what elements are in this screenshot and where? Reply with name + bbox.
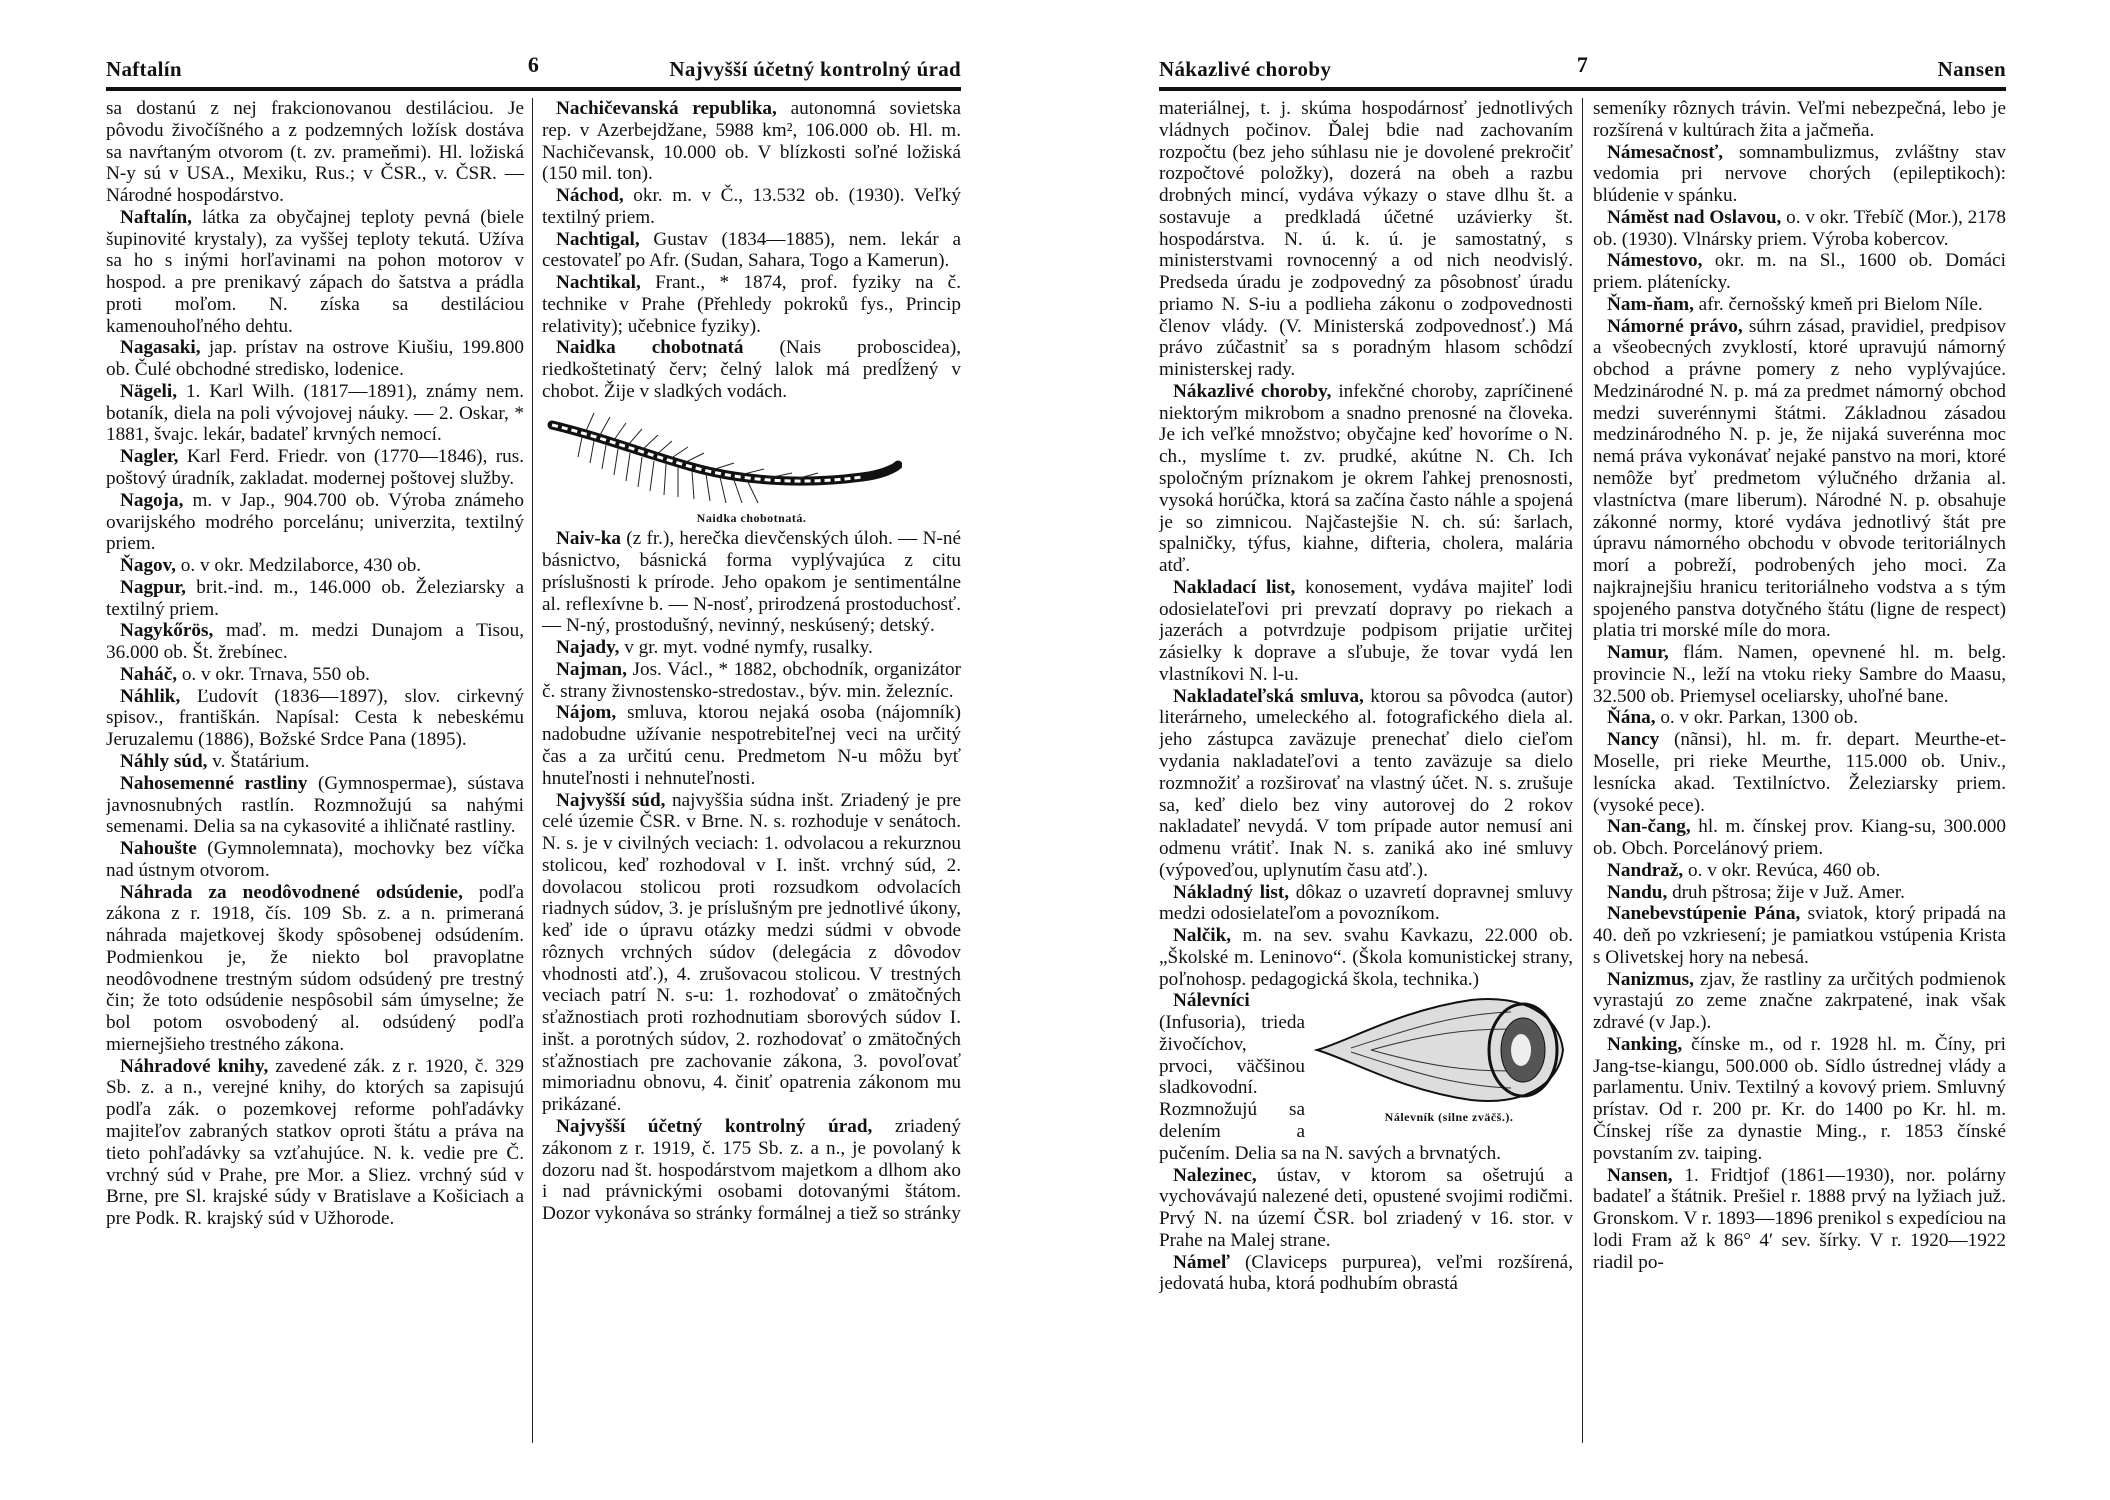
entry-text: flám. Namen, opevnené hl. m. belg. provincie N., leží na vtoku rieky Sambre do Maasu, 32.500 ob. Priemysel oceliarsky, uhoľné bane. [1593,642,2006,707]
left-page [106,50,961,1450]
dictionary-entry [1593,903,2006,968]
entry-text: m. v Jap., 904.700 ob. Výroba známeho ovarijského modrého porcelánu; univerzita, textilný priem. [106,489,524,555]
dictionary-entry [1159,1252,1573,1296]
entry-text: 1. Karl Wilh. (1817—1891), známy nem. botaník, diela na poli vývojovej náuky. — 2. Oskar, * 1881, švajc. lekár, badateľ krvných nemocí. [106,380,524,446]
dictionary-entry [542,98,961,185]
entry-headword: Nansen, [1607,1164,1673,1186]
entry-text: čínske m., od r. 1928 hl. m. Číny, pri Jang-tse-kiangu, 500.000 ob. Sídlo ústrednej vlády a parlamentu. Univ. Textilný a kovový priem. Smluvný prístav. Od r. 200 pr. Kr. do 1400 po Kr. hl. m. Čínskej ríše za dynastie Ming., r. 1853 čínské povstaním zv. taiping. [1593,1033,2006,1164]
entry-headword: Náhrada za neodôvodnené odsúdenie, [120,881,463,903]
entry-headword: Nägeli, [120,380,178,402]
entry-headword: Námesačnosť, [1607,141,1724,163]
entry-headword: Najvyšší účetný kontrolný úrad, [556,1115,873,1137]
right-header-left: Nákazlivé choroby [1159,57,1332,81]
dictionary-entry [106,751,524,773]
entry-headword: Ňagov, [120,555,176,577]
header-rule [1159,87,2006,91]
entry-headword: Namur, [1607,642,1669,664]
entry-headword: Nanking, [1607,1033,1683,1055]
infusoria-illustration [1311,990,1569,1110]
worm-illustration [542,407,902,511]
dictionary-entry [106,446,524,490]
dictionary-entry [1593,642,2006,707]
entry-headword: Náměst nad Oslavou, [1607,206,1782,228]
dictionary-entry [542,659,961,703]
dictionary-entry [542,1116,961,1225]
dictionary-entry [1593,207,2006,251]
dictionary-entry [106,381,524,446]
dictionary-entry [542,702,961,789]
entry-text: semeníky rôznych trávin. Veľmi nebezpečná, lebo je rozšírená v kultúrach žita a jačmeňa. [1593,98,2006,141]
entry-text: (Claviceps purpurea), veľmi rozšírená, jedovatá huba, ktorá podhubím obrastá [1159,1251,1573,1295]
entry-text: podľa zákona z r. 1918, čís. 109 Sb. z. a n. primeraná náhrada majetkovej škody spôsobenej odsúdením. Podmienkou je, že niekto bol pravoplatne neodôvodnene trestným súdom odsúdený pre trestný čin; že toto odsúdenie nespôsobil sám úmyselne; že bol potom osvobodený al. odsúdený podľa miernejšieho trestného zákona. [106,881,524,1055]
entry-text: m. na sev. svahu Kavkazu, 22.000 ob. „Školské m. Leninovo“. (Škola komunistickej strany, poľnohosp. pedagogická škola, technika.) [1159,925,1573,990]
entry-text: o. v okr. Revúca, 460 ob. [1683,859,1881,881]
dictionary-entry [106,620,524,664]
entry-headword: Nan-čang, [1607,816,1691,838]
entry-headword: Ňána, [1607,707,1656,729]
dictionary-entry [1593,98,2006,142]
entry-text: somnambulizmus, zvláštny stav vedomia pri nervove chorých (epileptikoch): blúdenie v spánku. [1593,141,2006,207]
entry-headword: Námorné právo, [1607,315,1743,337]
entry-headword: Náchod, [556,185,624,207]
entry-text: v gr. myt. vodné nymfy, rusalky. [619,637,873,659]
dictionary-entry [542,185,961,229]
entry-headword: Nanebevstúpenie Pána, [1607,903,1801,925]
entry-headword: Nancy [1607,729,1660,751]
entry-headword: Náhradové knihy, [120,1055,269,1077]
entry-text: dôkaz o uzavretí dopravnej smluvy medzi odosielateľom a povozníkom. [1159,881,1573,925]
entry-headword: Nachičevanská republika, [556,98,777,119]
entry-text: materiálnej, t. j. skúma hospodárnosť jednotlivých vládnych počinov. Ďalej bdie nad zachovaním rozpočtu (bez jeho súhlasu nie je dovolené prekročiť rozpočtové položky), dozerá na obeh a razbu drobných mincí, vydáva výkazy o stave dlhu št. a sostavuje a predkladá účetné uzávierky št. hospodárstva. N. ú. k. ú. je samostatný, s ministerstvami rovnocenný a od nich neodvislý. Predseda úradu je zodpovedný za pôsobnosť úradu priamo N. S-iu a podlieha zákonu o zodpovednosti členov vlády. (V. Ministerská zodpovednosť.) Má právo zúčastniť sa s poradným hlasom schôdzí ministerskej rady. [1159,98,1573,381]
dictionary-entry [106,838,524,882]
dictionary-entry [106,882,524,1056]
entry-text: 1. Fridtjof (1861—1930), nor. polárny badateľ a štátnik. Prešiel r. 1888 prvý na lyžiach juž. Gronskom. V r. 1893—1896 prenikol s expedíciou na lodi Fram až k 86° 4′ sev. šírky. V r. 1920—1922 riadil po- [1593,1164,2006,1273]
right-page [1159,50,2006,1450]
entry-text: (nãnsi), hl. m. fr. depart. Meurthe-et-Moselle, pri rieke Meurthe, 115.000 ob. Univ., lesnícka akad. Textilníctvo. Železiarsky priem. (vysoké pece). [1593,729,2006,816]
entry-headword: Námeľ [1173,1251,1230,1273]
dictionary-entry [106,686,524,751]
dictionary-entry [542,790,961,1116]
dictionary-entry [1593,969,2006,1034]
dictionary-entry [542,528,961,637]
entry-text: o. v okr. Parkan, 1300 ob. [1655,707,1859,729]
entry-text: najvyššia súdna inšt. Zriadený je pre celé územie ČSR. v Brne. N. s. rozhoduje v senátoch. N. s. je v civilných veciach: 1. odvolacou a rekurznou stolicou, keď rozhodoval v I. inšt. vrchný súd, 2. dovolacou stolicou proti rozsudkom odvolacích riadnych súdov, 3. je príslušným pre jednotlivé úkony, keď ide o úpravu otázky medzi súdmi v obvode rôznych vrchných súdov (delegácia z dôvodov vhodnosti atď.), 4. zrušovacou stolicou. V trestných veciach patrí N. s-u: 1. rozhodovať o zmätočných sťažnostiach proti rozhodnutiam sborových súdov I. inšt. a porotných súdov, 2. rozhodovať o zmätočných sťažnostiach pre zachovanie zákona, 3. povoľovať mimoriadnu obnovu, 4. činiť opatrenia zákonom mu prikázané. [542,789,961,1116]
entry-headword: Nalezinec, [1173,1164,1257,1186]
right-page-column-2 [1593,98,2006,1443]
right-page-column-1 [1159,98,1573,1443]
left-header-right: Najvyšší účetný kontrolný úrad [669,57,961,81]
entry-headword: Najvyšší súd, [556,789,666,811]
entry-text: druh pštrosa; žije v Juž. Amer. [1667,881,1905,903]
entry-text: (z fr.), herečka dievčenských úloh. — N-né básnictvo, básnická forma vyplývajúca z citu príslušnosti k prírode. Jeho opakom je sentimentálne al. reflexívne b. — N-nosť, prirodzená prostoduchosť. — N-ný, prostodušný, nevinný, neskúsený; detský. [542,528,961,637]
entry-headword: Nagler, [120,446,179,468]
entry-headword: Ňam-ňam, [1607,293,1694,315]
dictionary-entry [1593,707,2006,729]
entry-headword: Nachtigal, [556,228,640,250]
dictionary-entry [542,229,961,273]
entry-text: okr. m. na Sl., 1600 ob. Domáci priem. plátenícky. [1593,250,2006,294]
dictionary-entry [542,272,961,337]
entry-text: (Gymnolemnata), mochovky bez víčka nad ústnym otvorom. [106,838,524,881]
entry-headword: Naiv-ka [556,528,622,550]
entry-headword: Nanizmus, [1607,968,1694,990]
dictionary-entry [106,577,524,621]
entry-headword: Námestovo, [1607,250,1703,272]
entry-text: jap. prístav na ostrove Kiušiu, 199.800 ob. Čulé obchodné stredisko, lodenice. [106,337,524,381]
entry-text: zriadený zákonom z r. 1919, č. 175 Sb. z. a n., je povolaný k dozoru nad št. hospodárstvom majetkom a dlhom ako i nad právnickými osobami dotovanými štátom. Dozor vykonáva so stránky formálnej a tiež so stránky [542,1115,961,1225]
entry-text: Frant., * 1874, prof. fyziky na č. technike v Prahe (Přehledy pokroků fys., Princip relativity); učebnice fyziky). [542,272,961,337]
entry-text: ktorou sa pôvodca (autor) literárneho, umeleckého al. fotografického diela al. jeho zástupca zaväzuje prenechať dielo cieľom vydania nakladateľovi a tento zaväzuje sa dielo rozmnožiť a rozširovať na vlastný účet. N. s. zrušuje sa, keď dielo bez viny autorovej do 2 rokov nakladateľ nevydá. V tom prípade autor nemusí ani odmenu vrátiť. Inak N. s. zaniká ako iné smluvy (výpoveďou, uplynutím času atď.). [1159,685,1573,881]
entry-headword: Nalčik, [1173,925,1232,947]
entry-headword: Náhlik, [120,685,181,707]
dictionary-entry [1593,882,2006,904]
dictionary-entry [1593,142,2006,207]
dictionary-entry [1593,1034,2006,1165]
entry-text: sa dostanú z nej frakcionovanou destiláciou. Je pôvodu živočíšného a z podzemných ložísk dostáva sa navŕtaným otvorom (t. zv. prameňmi). Hl. ložiská N-y sú v USA., Mexiku, Rus.; v ČSR., v. ČSR. — Národné hospodárstvo. [106,98,524,207]
dictionary-entry [106,207,524,338]
entry-text: Karl Ferd. Friedr. von (1770—1846), rus. poštový úradník, zakladat. modernej poštovej služby. [106,446,524,490]
entry-headword: Nagasaki, [120,337,201,359]
dictionary-entry [542,637,961,659]
dictionary-entry [1593,250,2006,294]
entry-headword: Nagoja, [120,489,184,511]
left-page-column-2 [542,98,961,1443]
figure-caption: Naidka chobotnatá. [696,510,807,525]
left-page-number: 6 [527,52,540,77]
entry-text: (Nais proboscidea), riedkoštetinatý červ; čelný lalok má predĺžený v chobot. Žije v sladkých vodách. [542,337,961,402]
dictionary-entry [1593,729,2006,816]
dictionary-entry [1593,860,2006,882]
entry-headword: Nájom, [556,702,617,724]
entry-headword: Naidka chobotnatá [556,337,744,359]
entry-text: sviatok, ktorý pripadá na 40. deň po vzkriesení; je pamiatkou vstúpenia Krista s Olivetskej hory na nebesá. [1593,903,2006,968]
entry-text: (Gymnospermae), sústava javnosnubných rastlín. Rozmnožujú sa nahými semenami. Delia sa na cykasovité a ihličnaté rastliny. [106,772,524,838]
right-page-header [1159,52,2006,82]
dictionary-entry [1593,294,2006,316]
entry-headword: Najady, [556,637,620,659]
col2-top-entries [542,98,961,403]
entry-headword: Nandraž, [1607,859,1684,881]
entry-text: okr. m. v Č., 13.532 ob. (1930). Veľký textilný priem. [542,185,961,228]
dictionary-entry [106,664,524,686]
entry-text: smluva, ktorou nejaká osoba (nájomník) nadobudne užívanie nespotrebiteľnej veci na určitý čas a za určitú cenu. Predmetom N-u môžu byť hnuteľnosti i nehnuteľnosti. [542,702,961,789]
entry-text: hl. m. čínskej prov. Kiang-su, 300.000 ob. Obch. Porcelánový priem. [1593,816,2006,860]
entry-text: afr. černošský kmeň pri Bielom Níle. [1693,293,1983,315]
dictionary-entry [106,490,524,555]
entry-headword: Nagpur, [120,576,186,598]
dictionary-entry [106,98,524,207]
entry-text: o. v okr. Třebíč (Mor.), 2178 ob. (1930). Vlnársky priem. Výroba kobercov. [1593,206,2006,250]
dictionary-entry [1159,882,1573,926]
entry-text: Ľudovít (1836—1897), slov. cirkevný spisov., františkán. Napísal: Cesta k nebeskému Jeruzalemu (1886), Božské Srdce Pana (1895). [106,685,524,751]
dictionary-entry [1159,1165,1573,1252]
dictionary-entry [1593,1165,2006,1274]
column-divider [1582,98,1583,1443]
entry-text: ústav, v ktorom sa ošetrujú a vychovávajú nalezené deti, opustené svojimi rodičmi. Prvý N. na území ČSR. bol zriadený v 16. stor. v Prahe na Malej strane. [1159,1164,1573,1251]
entry-headword: Nakladací list, [1173,576,1296,598]
entry-text: o. v okr. Medzilaborce, 430 ob. [175,555,422,577]
entry-text: (Infusoria), trieda živočíchov, prvoci, väčšinou sladkovodní. Rozmnožujú sa delením a pučením. Delia sa na N. savých a brvnatých. [1159,1012,1502,1164]
figure-caption: Nálevník (silne zväčš.). [1384,1110,1514,1125]
entry-headword: Náhly súd, [120,750,208,772]
right-page-number: 7 [1576,52,1589,77]
entry-text: zavedené zák. z r. 1920, č. 329 Sb. z. a n., verejné knihy, do ktorých sa zapisujú podľa zák. o pozemkovej reforme pohľadávky majiteľov zabraných statkov oproti štátu a práva na tieto pohľadávky sa vzťahujúce. N. k. vedie pre Č. vrchný súd v Prahe, pre Mor. a Sliez. vrchný súd v Brne, pre Sl. krajské súdy v Bratislave a Košiciach a pre Podk. R. krajský súd v Užhorode. [106,1055,524,1230]
entry-headword: Naháč, [120,663,178,685]
entry-headword: Nakladateľská smluva, [1173,685,1364,707]
header-rule [106,87,961,91]
dictionary-entry [542,337,961,402]
column-divider [532,98,533,1443]
dictionary-entry [106,337,524,381]
left-header-left: Naftalín [106,57,182,81]
entry-headword: Nálevníci [1173,990,1250,1012]
entry-text: látka za obyčajnej teploty pevná (biele šupinovité krystaly), za vyššej teploty tekutá. Užíva sa ho s inými horľavinami na pohon motorov v hospod. a pre prenikavý zápach do šatstva a prádla proti moľom. N. získa sa destiláciou kamenouhoľného dehtu. [106,206,524,337]
entry-text: konosement, vydáva majiteľ lodi odosielateľovi pri prevzatí dopravy po riekach a jazerách a potvrdzuje podpisom prijatie určitej zásielky k doprave a sľubuje, že tovar vydá len vlastníkovi N. l-u. [1159,576,1573,685]
entry-headword: Nahosemenné rastliny [120,772,308,794]
entry-text: maď. m. medzi Dunajom a Tisou, 36.000 ob. Št. žrebínec. [106,620,524,664]
dictionary-entry [106,773,524,838]
dictionary-entry [1159,577,1573,686]
dictionary-entry [1159,925,1573,990]
entry-text: autonomná sovietska rep. v Azerbejdžane, 5988 km², 106.000 ob. Hl. m. Nachičevansk, 10.000 ob. V blízkosti soľné ložiská (150 mil. ton). [542,98,961,185]
dictionary-entry [1159,98,1573,381]
entry-text: brit.-ind. m., 146.000 ob. Železiarsky a textilný priem. [106,576,524,620]
entry-headword: Nandu, [1607,881,1668,903]
right-header-right: Nansen [1937,57,2006,81]
dictionary-entry [106,1056,524,1230]
entry-text: Jos. Václ., * 1882, obchodník, organizátor č. strany živnostensko-stredostav., býv. min. železníc. [542,658,961,702]
entry-headword: Nachtikal, [556,272,641,294]
naidka-figure [542,407,961,526]
left-page-column-1 [106,98,524,1443]
dictionary-entry [106,555,524,577]
entry-headword: Naftalín, [120,206,192,228]
nalevnik-figure [1311,990,1573,1125]
col2-bottom-entries [542,528,961,1225]
dictionary-entry [1159,686,1573,882]
entry-headword: Nákazlivé choroby, [1173,380,1332,402]
entry-text: súhrn zásad, pravidiel, predpisov a všeobecných zvyklostí, ktoré upravujú námorný obchod a právne pomery z neho vyplývajúce. Medzinárodné N. p. má za predmet námorný obchod medzi suverénnymi štátmi. Základnou zásadou medzinárodného N. p. je, že nijaká suverénna moc nemá práva vykonávať nejaké panstvo na mori, ktoré nemôže byť predmetom výlučného držania al. vlastníctva (mare liberum). Národné N. p. obsahuje zákonné normy, ktoré vydáva jednotlivý štát pre úpravu námorného obchodu v obvode teritoriálnych morí a pobreží, podrobených jeho moci. Za najkrajnejšiu hranicu teritoriálneho vodstva a s tým spojeného panstva dotyčného štátu (ligne de respect) platia tri morské míle do mora. [1593,315,2006,642]
dictionary-entry [1593,816,2006,860]
entry-text: Gustav (1834—1885), nem. lekár a cestovateľ po Afr. (Sudan, Sahara, Togo a Kamerun). [542,228,961,272]
entry-headword: Nagykőrös, [120,620,214,642]
entry-text: zjav, že rastliny za určitých podmienok vyrastajú zo zeme značne zakrpatené, inak však zdravé (v Jap.). [1593,968,2006,1034]
entry-headword: Najman, [556,658,627,680]
left-page-header [106,52,961,82]
entry-headword: Nákladný list, [1173,881,1290,903]
entry-text: infekčné choroby, zapríčinené niektorým mikrobom a snadno prenosné na človeka. Je ich veľké množstvo; obyčajne keď hovoríme o N. ch., myslíme t. zv. prudké, akútne N. Ch. Ich spoločným príznakom je okrem ľahkej prenosnosti, vysoká horúčka, ktorá sa začína často náhle a spojená je so zimnicou. Najčastejšie N. ch. sú: šarlach, spalničky, týfus, kiahne, difteria, cholera, malária atď. [1159,380,1573,577]
entry-text: v. Štatárium. [207,750,310,772]
entry-headword: Nahoušte [120,838,197,860]
entry-text: o. v okr. Trnava, 550 ob. [177,663,370,685]
dictionary-entry [1159,990,1573,1164]
dictionary-entry [1159,381,1573,577]
dictionary-entry [1593,316,2006,642]
